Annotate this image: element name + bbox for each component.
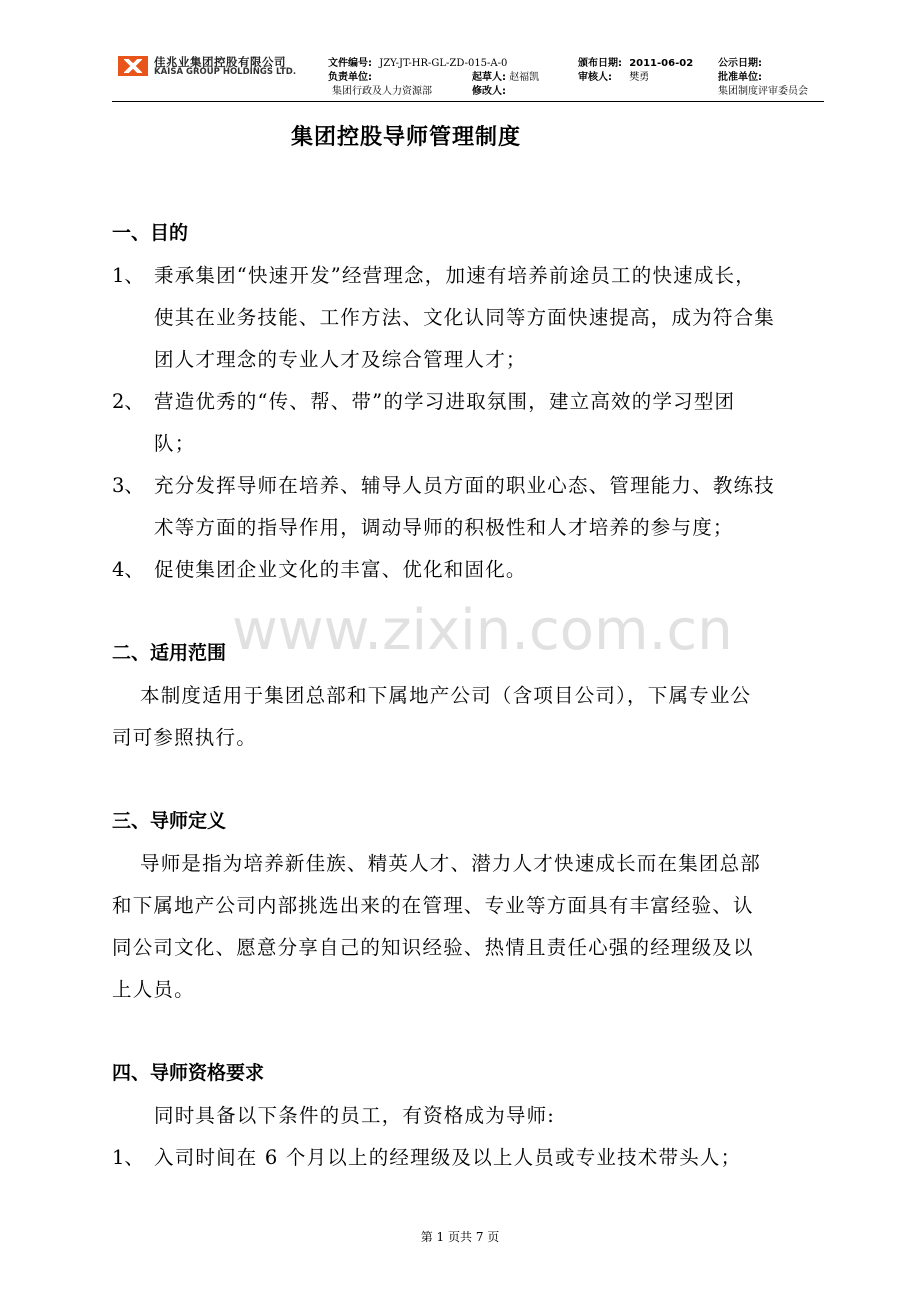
issue-date xyxy=(578,58,693,70)
resp-unit-label-row xyxy=(328,72,372,84)
reviewer-value: 樊勇 xyxy=(629,72,650,83)
watermark: www.zixin.com.cn xyxy=(232,598,733,663)
section-4-intro: 同时具备以下条件的员工，有资格成为导师: xyxy=(154,1104,556,1127)
doc-no xyxy=(328,58,507,70)
paragraph-line: 本制度适用于集团总部和下属地产公司（含项目公司），下属专业公 xyxy=(140,684,752,707)
section-3-heading: 三、导师定义 xyxy=(112,810,227,832)
paragraph-line: 团人才理念的专业人才及综合管理人才； xyxy=(154,348,527,371)
paragraph-line: 充分发挥导师在培养、辅导人员方面的职业心态、管理能力、教练技 xyxy=(154,474,776,497)
item-number: 1、 xyxy=(112,264,144,287)
paragraph-line: 导师是指为培养新佳族、精英人才、潜力人才快速成长而在集团总部 xyxy=(140,852,762,875)
approver-label-row xyxy=(718,72,762,84)
item-number: 4、 xyxy=(112,558,144,581)
paragraph-line: 术等方面的指导作用，调动导师的积极性和人才培养的参与度； xyxy=(154,516,734,539)
section-4-heading: 四、导师资格要求 xyxy=(112,1062,265,1084)
publish-date-label: 公示日期: xyxy=(718,58,762,69)
document-title: 集团控股导师管理制度 xyxy=(290,125,521,150)
kaisa-logo-icon xyxy=(118,56,148,76)
doc-no-label: 文件编号: xyxy=(328,58,372,69)
paragraph-line: 和下属地产公司内部挑选出来的在管理、专业等方面具有丰富经验、认 xyxy=(112,894,754,917)
paragraph-line: 入司时间在 6 个月以上的经理级及以上人员或专业技术带头人； xyxy=(154,1146,742,1169)
drafter xyxy=(472,72,539,84)
item-number: 1、 xyxy=(112,1146,144,1169)
modifier-label: 修改人: xyxy=(472,86,506,97)
issue-date-value: 2011-06-02 xyxy=(629,58,694,69)
paragraph-line: 司可参照执行。 xyxy=(112,726,257,749)
paragraph-line: 同公司文化、愿意分享自己的知识经验、热情且责任心强的经理级及以 xyxy=(112,936,754,959)
drafter-label: 起草人: xyxy=(472,72,506,83)
company-name-en: KAISA GROUP HOLDINGS LTD. xyxy=(154,67,297,77)
approver-label: 批准单位: xyxy=(718,72,762,83)
paragraph-line: 队； xyxy=(154,432,196,455)
modifier xyxy=(472,86,506,98)
issue-date-label: 颁布日期: xyxy=(578,58,622,69)
paragraph-line: 促使集团企业文化的丰富、优化和固化。 xyxy=(154,558,527,581)
paragraph-line: 使其在业务技能、工作方法、文化认同等方面快速提高，成为符合集 xyxy=(154,306,776,329)
header-divider xyxy=(112,101,824,102)
resp-unit-value: 集团行政及人力资源部 xyxy=(332,86,432,97)
company-logo xyxy=(118,54,318,78)
page-footer: 第 1 页共 7 页 xyxy=(420,1230,500,1244)
resp-unit-label: 负责单位: xyxy=(328,72,372,83)
doc-no-value: JZY-JT-HR-GL-ZD-015-A-0 xyxy=(379,58,508,69)
paragraph-line: 营造优秀的“传、帮、带”的学习进取氛围，建立高效的学习型团 xyxy=(154,390,736,413)
drafter-value: 赵福凯 xyxy=(509,72,540,83)
approver-value: 集团制度评审委员会 xyxy=(718,86,808,97)
publish-date xyxy=(718,58,762,70)
paragraph-line: 上人员。 xyxy=(112,978,195,1001)
item-number: 2、 xyxy=(112,390,144,413)
reviewer xyxy=(578,72,649,84)
company-name-cn: 佳兆业集团控股有限公司 xyxy=(154,55,286,69)
reviewer-label: 审核人: xyxy=(578,72,612,83)
paragraph-line: 秉承集团“快速开发”经营理念，加速有培养前途员工的快速成长， xyxy=(154,264,756,287)
section-1-heading: 一、目的 xyxy=(112,222,189,244)
section-2-heading: 二、适用范围 xyxy=(112,642,227,664)
item-number: 3、 xyxy=(112,474,144,497)
